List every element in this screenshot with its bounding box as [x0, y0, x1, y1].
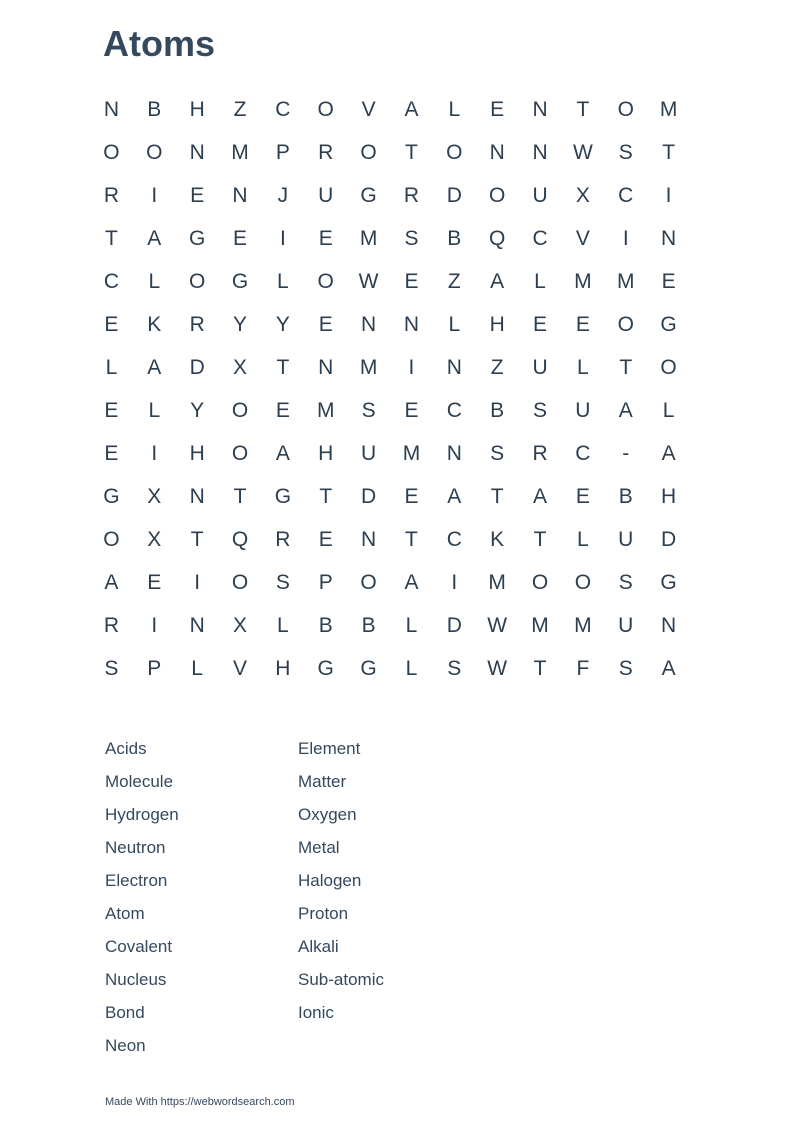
grid-letter: K: [490, 528, 505, 551]
grid-letter: N: [489, 141, 505, 164]
grid-letter: E: [318, 227, 333, 250]
grid-letter: V: [361, 98, 376, 121]
word-list-item: Molecule: [105, 772, 174, 791]
grid-letter: O: [360, 571, 377, 594]
grid-row: [90, 174, 690, 217]
grid-letter: H: [275, 657, 291, 680]
grid-letter: N: [661, 614, 677, 637]
grid-letter: O: [188, 270, 206, 293]
grid-letter: V: [575, 227, 590, 250]
word-list-item: Acids: [105, 739, 147, 758]
grid-letter: B: [318, 614, 333, 637]
grid-letter: N: [532, 141, 548, 164]
grid-letter: Z: [233, 98, 247, 121]
grid-letter: C: [618, 184, 634, 207]
grid-letter: S: [618, 141, 633, 164]
grid-letter: L: [191, 657, 203, 680]
grid-letter: G: [660, 313, 677, 336]
grid-letter: A: [404, 98, 419, 121]
grid-letter: M: [574, 270, 592, 293]
grid-letter: G: [317, 657, 334, 680]
grid-row: [90, 217, 690, 260]
grid-letter: A: [618, 399, 633, 422]
grid-letter: G: [660, 571, 677, 594]
grid-letter: T: [576, 98, 590, 121]
grid-letter: W: [487, 657, 508, 680]
word-list-item: Alkali: [298, 937, 339, 956]
grid-letter: N: [189, 614, 205, 637]
grid-letter: N: [446, 356, 462, 379]
grid-letter: W: [572, 141, 593, 164]
grid-letter: N: [446, 442, 462, 465]
grid-letter: L: [405, 657, 418, 680]
grid-letter: H: [189, 98, 205, 121]
grid-letter: A: [661, 442, 676, 465]
grid-letter: L: [148, 270, 161, 293]
grid-letter: O: [617, 98, 634, 121]
grid-letter: S: [618, 657, 633, 680]
grid-letter: W: [358, 270, 379, 293]
grid-letter: S: [275, 571, 290, 594]
grid-letter: T: [662, 141, 676, 164]
grid-letter: E: [104, 442, 119, 465]
grid-letter: O: [574, 571, 592, 594]
grid-letter: R: [532, 442, 548, 465]
word-list-item: Electron: [105, 871, 168, 890]
grid-letter: M: [359, 356, 378, 379]
grid-letter: F: [576, 657, 590, 680]
grid-letter: B: [618, 485, 633, 508]
grid-letter: D: [189, 356, 205, 379]
grid-letter: U: [361, 442, 377, 465]
grid-letter: O: [360, 141, 377, 164]
word-list-item: Ionic: [298, 1003, 334, 1022]
grid-letter: S: [490, 442, 505, 465]
grid-letter: T: [619, 356, 633, 379]
grid-letter: N: [361, 528, 377, 551]
grid-letter: A: [275, 442, 290, 465]
grid-letter: S: [533, 399, 548, 422]
grid-letter: Q: [231, 528, 249, 551]
grid-letter: D: [661, 528, 677, 551]
grid-letter: Q: [488, 227, 506, 250]
word-list-item: Metal: [298, 838, 340, 857]
grid-letter: H: [189, 442, 205, 465]
grid-letter: N: [318, 356, 334, 379]
grid-letter: I: [279, 227, 286, 250]
grid-letter: A: [447, 485, 462, 508]
grid-letter: T: [276, 356, 290, 379]
grid-letter: I: [151, 442, 158, 465]
grid-row: [90, 389, 690, 432]
grid-letter: M: [574, 614, 592, 637]
grid-letter: O: [317, 270, 334, 293]
grid-letter: A: [661, 657, 676, 680]
grid-letter: L: [277, 270, 289, 293]
grid-letter: E: [404, 399, 419, 422]
grid-letter: T: [190, 528, 204, 551]
grid-row: [90, 131, 690, 174]
grid-letter: I: [451, 571, 458, 594]
grid-letter: L: [105, 356, 118, 379]
grid-letter: N: [189, 141, 205, 164]
grid-letter: A: [404, 571, 419, 594]
grid-letter: L: [405, 614, 418, 637]
grid-letter: G: [274, 485, 292, 508]
grid-letter: L: [277, 614, 289, 637]
grid-letter: X: [233, 356, 248, 379]
grid-letter: A: [147, 227, 162, 250]
grid-letter: O: [231, 571, 249, 594]
grid-letter: P: [147, 657, 162, 680]
grid-letter: I: [194, 571, 201, 594]
grid-letter: B: [447, 227, 462, 250]
grid-letter: U: [318, 184, 334, 207]
grid-letter: A: [147, 356, 162, 379]
word-list: [105, 736, 491, 1066]
word-list-item: Sub-atomic: [298, 970, 384, 989]
grid-letter: E: [275, 399, 290, 422]
grid-letter: U: [618, 528, 634, 551]
grid-letter: U: [532, 184, 548, 207]
word-list-item: Bond: [105, 1003, 145, 1022]
grid-letter: O: [531, 571, 549, 594]
grid-letter: Z: [447, 270, 461, 293]
grid-letter: S: [404, 227, 419, 250]
grid-letter: S: [447, 657, 462, 680]
grid-row: [90, 518, 690, 561]
grid-letter: E: [190, 184, 205, 207]
grid-letter: B: [490, 399, 505, 422]
word-list-item: Nucleus: [105, 970, 167, 989]
grid-letter: O: [617, 313, 634, 336]
grid-letter: T: [533, 528, 547, 551]
grid-letter: Y: [190, 399, 205, 422]
grid-letter: R: [403, 184, 420, 207]
grid-letter: E: [404, 270, 419, 293]
grid-letter: X: [575, 184, 590, 207]
grid-letter: M: [231, 141, 249, 164]
grid-letter: C: [446, 399, 462, 422]
grid-letter: I: [665, 184, 672, 207]
grid-letter: C: [532, 227, 548, 250]
grid-letter: H: [489, 313, 505, 336]
grid-letter: O: [660, 356, 677, 379]
grid-letter: I: [151, 614, 158, 637]
grid-letter: N: [103, 98, 120, 121]
grid-letter: M: [402, 442, 421, 465]
grid-letter: X: [233, 614, 248, 637]
grid-letter: A: [104, 571, 119, 594]
grid-letter: T: [233, 485, 247, 508]
grid-letter: C: [446, 528, 462, 551]
grid-row: [90, 475, 690, 518]
grid-letter: I: [151, 184, 158, 207]
grid-letter: G: [188, 227, 206, 250]
grid-letter: M: [616, 270, 635, 293]
letter-grid: [90, 88, 690, 690]
grid-letter: L: [577, 528, 589, 551]
grid-letter: H: [661, 485, 677, 508]
grid-letter: N: [661, 227, 677, 250]
grid-letter: M: [659, 98, 678, 121]
grid-letter: R: [103, 614, 120, 637]
grid-row: [90, 604, 690, 647]
grid-letter: O: [231, 442, 249, 465]
grid-letter: V: [233, 657, 248, 680]
grid-letter: N: [403, 313, 420, 336]
grid-letter: A: [533, 485, 548, 508]
grid-letter: R: [275, 528, 291, 551]
grid-letter: T: [319, 485, 333, 508]
grid-letter: M: [488, 571, 506, 594]
grid-letter: C: [103, 270, 120, 293]
grid-letter: X: [147, 528, 162, 551]
footer-credit: Made With https://webwordsearch.com: [105, 1096, 295, 1108]
grid-letter: U: [618, 614, 634, 637]
grid-letter: O: [488, 184, 506, 207]
grid-letter: E: [575, 485, 590, 508]
grid-letter: T: [105, 227, 118, 250]
grid-letter: Z: [490, 356, 504, 379]
grid-letter: M: [531, 614, 549, 637]
grid-letter: T: [533, 657, 547, 680]
word-list-item: Hydrogen: [105, 805, 179, 824]
grid-row: [90, 303, 690, 346]
grid-letter: S: [104, 657, 119, 680]
grid-letter: E: [661, 270, 676, 293]
grid-letter: E: [104, 313, 119, 336]
grid-letter: S: [361, 399, 376, 422]
grid-letter: E: [318, 528, 333, 551]
grid-letter: O: [103, 141, 120, 164]
grid-letter: N: [232, 184, 248, 207]
grid-letter: E: [147, 571, 162, 594]
word-list-item: Atom: [105, 904, 145, 923]
word-list-item: Neon: [105, 1036, 146, 1055]
word-list-column-2: [298, 736, 491, 1066]
grid-letter: O: [146, 141, 163, 164]
grid-letter: R: [318, 141, 334, 164]
grid-letter: W: [487, 614, 508, 637]
grid-letter: N: [361, 313, 377, 336]
grid-letter: X: [147, 485, 162, 508]
grid-letter: O: [103, 528, 120, 551]
word-list-item: Halogen: [298, 871, 362, 890]
grid-letter: D: [361, 485, 377, 508]
grid-letter: E: [318, 313, 333, 336]
grid-letter: U: [532, 356, 548, 379]
grid-letter: L: [148, 399, 161, 422]
word-list-item: Matter: [298, 772, 347, 791]
grid-letter: T: [405, 528, 418, 551]
grid-letter: K: [147, 313, 162, 336]
grid-letter: I: [622, 227, 629, 250]
grid-letter: N: [189, 485, 205, 508]
grid-letter: G: [231, 270, 249, 293]
word-list-item: Proton: [298, 904, 349, 923]
grid-letter: L: [448, 98, 461, 121]
word-list-item: Oxygen: [298, 805, 357, 824]
grid-letter: E: [533, 313, 548, 336]
grid-letter: T: [490, 485, 504, 508]
grid-letter: U: [575, 399, 591, 422]
grid-letter: L: [534, 270, 546, 293]
grid-row: [90, 88, 690, 131]
grid-letter: M: [316, 399, 335, 422]
grid-letter: E: [104, 399, 119, 422]
grid-letter: C: [275, 98, 291, 121]
grid-letter: J: [277, 184, 289, 207]
grid-letter: H: [318, 442, 334, 465]
word-list-item: Covalent: [105, 937, 173, 956]
grid-letter: L: [577, 356, 589, 379]
grid-letter: G: [103, 485, 120, 508]
word-list-item: Element: [298, 739, 361, 758]
word-list-column-1: [105, 736, 298, 1066]
grid-letter: R: [103, 184, 120, 207]
grid-row: [90, 561, 690, 604]
grid-row: [90, 346, 690, 389]
grid-letter: T: [405, 141, 418, 164]
grid-letter: M: [359, 227, 378, 250]
grid-letter: O: [317, 98, 334, 121]
grid-letter: Y: [275, 313, 290, 336]
grid-letter: N: [532, 98, 548, 121]
grid-letter: E: [233, 227, 248, 250]
grid-letter: E: [404, 485, 419, 508]
grid-letter: E: [575, 313, 590, 336]
word-list-item: Neutron: [105, 838, 166, 857]
grid-letter: L: [662, 399, 675, 422]
grid-letter: G: [360, 184, 377, 207]
grid-letter: C: [575, 442, 591, 465]
grid-letter: O: [231, 399, 249, 422]
grid-letter: G: [360, 657, 377, 680]
page-title: Atoms: [103, 23, 216, 64]
grid-letter: R: [189, 313, 205, 336]
grid-letter: D: [446, 184, 462, 207]
grid-letter: B: [147, 98, 162, 121]
grid-letter: -: [622, 442, 630, 465]
grid-letter: E: [490, 98, 505, 121]
grid-letter: P: [318, 571, 333, 594]
grid-letter: P: [275, 141, 290, 164]
grid-letter: A: [490, 270, 505, 293]
grid-row: [90, 647, 690, 690]
grid-letter: O: [446, 141, 463, 164]
grid-letter: S: [618, 571, 633, 594]
grid-row: [90, 432, 690, 475]
grid-letter: L: [448, 313, 461, 336]
grid-letter: Y: [233, 313, 248, 336]
grid-letter: B: [361, 614, 376, 637]
grid-letter: I: [408, 356, 415, 379]
grid-letter: D: [446, 614, 462, 637]
grid-row: [90, 260, 690, 303]
